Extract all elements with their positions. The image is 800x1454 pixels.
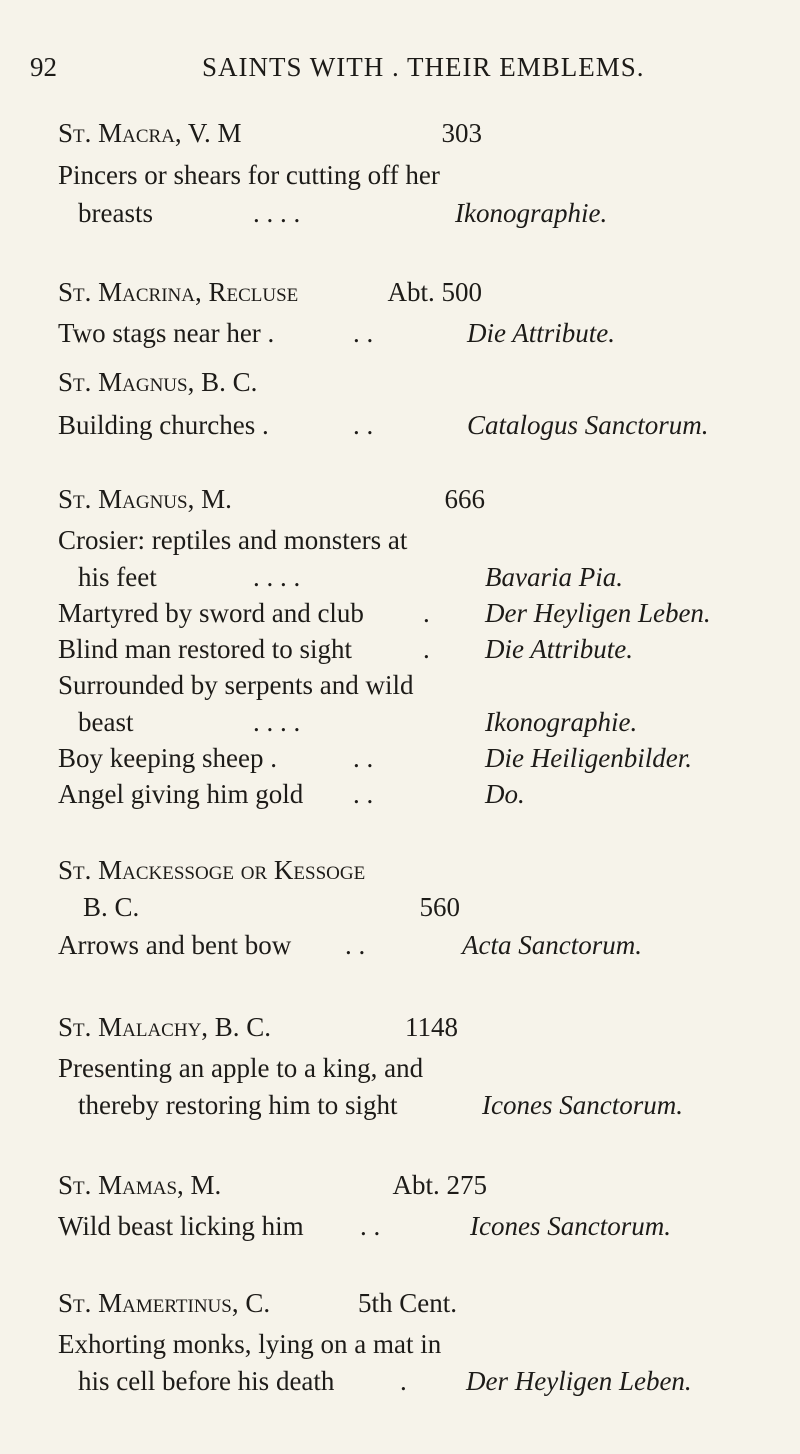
emblem-source: Acta Sanctorum.: [462, 930, 642, 960]
emblem-source: Ikonographie.: [455, 198, 608, 228]
emblem-description: Presenting an apple to a king, and: [58, 1053, 424, 1083]
leader-dots: . .: [360, 1211, 381, 1241]
saint-date: Abt. 275: [392, 1170, 487, 1200]
leader-dots: . .: [353, 410, 374, 440]
emblem-description: Angel giving him gold: [58, 779, 304, 809]
page-header: [30, 52, 770, 92]
saint-name: St. Mamas, M.: [58, 1170, 222, 1200]
emblem-description-cont: his cell before his death: [78, 1366, 335, 1396]
leader-dots: .: [423, 598, 430, 628]
emblem-source: Icones Sanctorum.: [482, 1090, 683, 1120]
saint-name: St. Malachy, B. C.: [58, 1012, 272, 1042]
emblem-source: Icones Sanctorum.: [470, 1211, 671, 1241]
leader-dots: . . . .: [253, 198, 301, 228]
emblem-description: Blind man restored to sight: [58, 634, 352, 664]
saint-name-cont: B. C.: [83, 892, 140, 922]
leader-dots: . .: [353, 779, 374, 809]
saint-date: 560: [419, 892, 460, 922]
emblem-description: Martyred by sword and club: [58, 598, 364, 628]
leader-dots: . . . .: [253, 562, 301, 592]
emblem-source: Catalogus Sanctorum.: [467, 410, 709, 440]
saint-date: 666: [444, 484, 485, 514]
emblem-description: Arrows and bent bow: [58, 930, 292, 960]
emblem-description-cont: beast: [78, 707, 134, 737]
emblem-source: Do.: [485, 779, 525, 809]
emblem-source: Bavaria Pia.: [485, 562, 623, 592]
leader-dots: . .: [345, 930, 366, 960]
emblem-source: Die Heiligenbilder.: [485, 743, 692, 773]
emblem-source: Die Attribute.: [485, 634, 633, 664]
running-title: SAINTS WITH . THEIR EMBLEMS.: [202, 52, 645, 82]
saint-name: St. Macrina, Recluse: [58, 277, 299, 307]
page-number: 92: [30, 52, 57, 82]
leader-dots: . .: [353, 318, 374, 348]
emblem-description: Pincers or shears for cutting off her: [58, 160, 440, 190]
saint-date: 303: [441, 118, 482, 148]
emblem-description-cont: thereby restoring him to sight: [78, 1090, 398, 1120]
emblem-description: Crosier: reptiles and monsters at: [58, 525, 408, 555]
emblem-description: Wild beast licking him: [58, 1211, 304, 1241]
saint-name: St. Magnus, B. C.: [58, 367, 258, 397]
saint-date: 5th Cent.: [358, 1288, 457, 1318]
saint-name: St. Mamertinus, C.: [58, 1288, 271, 1318]
saint-name: St. Mackessoge or Kessoge: [58, 855, 366, 885]
saint-date: 1148: [405, 1012, 458, 1042]
emblem-description-cont: breasts: [78, 198, 153, 228]
saint-date: Abt. 500: [387, 277, 482, 307]
emblem-description-cont: his feet: [78, 562, 157, 592]
emblem-description: Exhorting monks, lying on a mat in: [58, 1329, 442, 1359]
saint-name: St. Macra, V. M: [58, 118, 242, 148]
leader-dots: . . . .: [253, 707, 301, 737]
emblem-description: Two stags near her .: [58, 318, 275, 348]
emblem-source: Ikonographie.: [485, 707, 638, 737]
emblem-source: Der Heyligen Leben.: [466, 1366, 692, 1396]
emblem-description: Surrounded by serpents and wild: [58, 670, 414, 700]
leader-dots: .: [400, 1366, 407, 1396]
emblem-description: Building churches .: [58, 410, 269, 440]
emblem-source: Der Heyligen Leben.: [485, 598, 711, 628]
emblem-description: Boy keeping sheep .: [58, 743, 277, 773]
leader-dots: . .: [353, 743, 374, 773]
saint-name: St. Magnus, M.: [58, 484, 232, 514]
emblem-source: Die Attribute.: [467, 318, 615, 348]
leader-dots: .: [423, 634, 430, 664]
